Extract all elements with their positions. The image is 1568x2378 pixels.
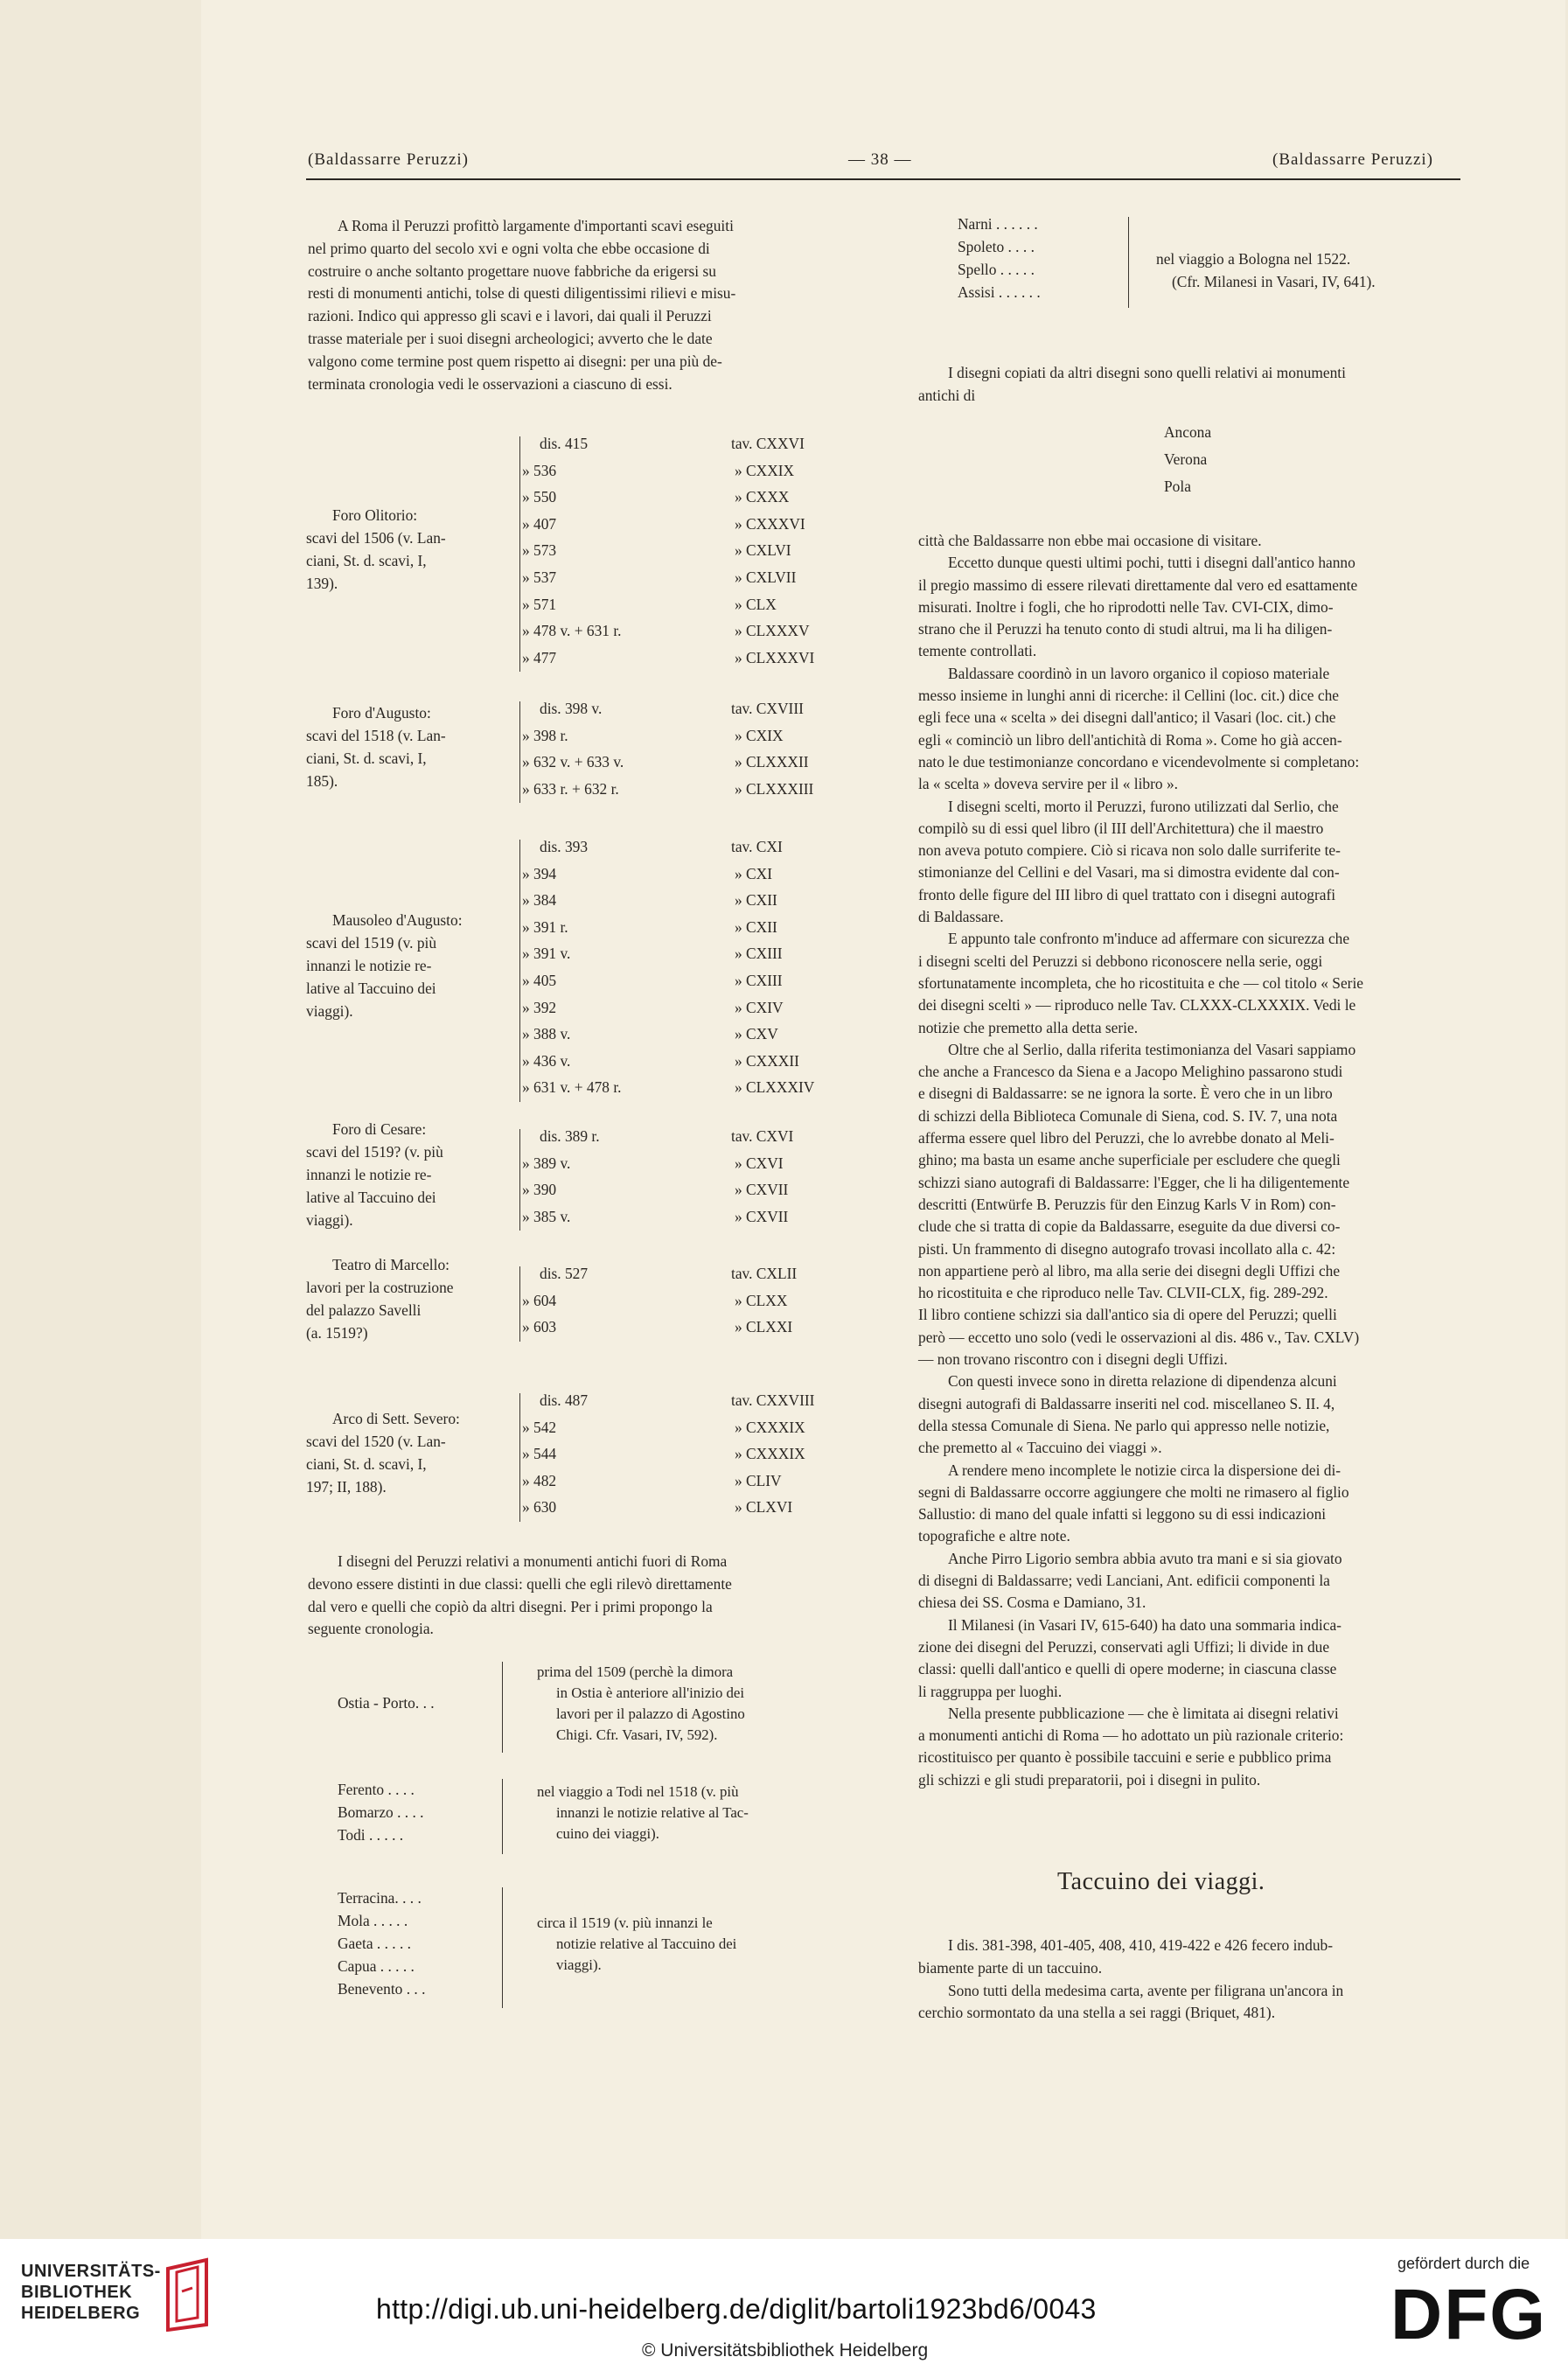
group-label-line: lavori per la costruzione <box>306 1278 454 1296</box>
chronology-brace <box>502 1662 503 1753</box>
text-line: dal vero e quelli che copiò da altri disegni. Per i primi propongo la <box>308 1597 713 1615</box>
left-second-paragraph <box>308 1551 848 1641</box>
body-paragraph <box>918 1614 1460 1703</box>
text-line: chiesa dei SS. Cosma e Damiano, 31. <box>918 1593 1146 1612</box>
group-label-line: scavi del 1506 (v. Lan- <box>306 528 446 547</box>
text-line: antichi di <box>918 386 976 404</box>
body-paragraph <box>918 928 1460 1038</box>
group-brace <box>519 1129 520 1231</box>
running-head-left: (Baldassarre Peruzzi) <box>308 150 470 169</box>
text-line: seguente cronologia. <box>308 1620 434 1638</box>
text-line: notizie che premetto alla detta serie. <box>918 1018 1139 1036</box>
place-name: Capua . . . . . <box>338 1957 415 1975</box>
text-line: A rendere meno incomplete le notizie circa la dispersione dei di- <box>948 1461 1342 1479</box>
group-label-line: innanzi le notizie re- <box>306 957 432 974</box>
plate-number: » CXLVI <box>735 541 791 560</box>
travel-note-line: (Cfr. Milanesi in Vasari, IV, 641). <box>1172 273 1376 290</box>
section-paragraph <box>918 1935 1460 1980</box>
plate-number: » CXVI <box>735 1154 784 1172</box>
drawing-number: » 573 <box>522 541 557 560</box>
library-name-line1: UNIVERSITÄTS- <box>21 2262 161 2281</box>
group-brace <box>519 1393 520 1522</box>
chronology-note-line: notizie relative al Taccuino dei <box>556 1935 737 1952</box>
group-label-line: lative al Taccuino dei <box>306 1189 436 1207</box>
drawing-number: » 394 <box>522 864 557 882</box>
text-line: egli fece una « scelta » dei disegni dall'antico; il Vasari (loc. cit.) che <box>918 708 1336 727</box>
chronology-note-line: Chigi. Cfr. Vasari, IV, 592). <box>556 1726 718 1743</box>
plate-number: tav. CXVIII <box>731 700 804 717</box>
body-paragraph <box>918 552 1460 662</box>
drawing-number: » 390 <box>522 1181 557 1199</box>
chronology-note-line: viaggi). <box>556 1956 602 1973</box>
place-name: Assisi . . . . . . <box>958 283 1041 301</box>
group-label-line: 197; II, 188). <box>306 1477 387 1496</box>
text-line: egli « cominciò un libro dell'antichità di Roma ». Come ho già accen- <box>918 730 1342 749</box>
group-label-line: Teatro di Marcello: <box>332 1255 449 1273</box>
running-head-right: (Baldassarre Peruzzi) <box>1272 150 1434 169</box>
text-line: segni di Baldassarre occorre aggiungere che molti ne rimasero al figlio <box>918 1482 1349 1501</box>
plate-number: » CXXXII <box>735 1051 799 1070</box>
place-name: Bomarzo . . . . <box>338 1803 424 1821</box>
city-name: Pola <box>1164 478 1191 495</box>
page-number: — 38 — <box>848 150 912 169</box>
group-brace <box>519 436 520 672</box>
group-brace <box>519 840 520 1102</box>
drawing-number: dis. 487 <box>540 1391 589 1409</box>
text-line: costruire o anche soltanto progettare nuove fabbriche da erigersi su <box>308 262 716 280</box>
body-paragraph <box>918 1703 1460 1791</box>
drawing-number: » 632 v. + 633 v. <box>522 753 624 771</box>
plate-number: » CLXVI <box>735 1498 793 1517</box>
group-label-line: Mausoleo d'Augusto: <box>332 911 463 929</box>
text-line: I disegni scelti, morto il Peruzzi, furono utilizzati dal Serlio, che <box>948 797 1339 815</box>
text-line: devono essere distinti in due classi: quelli che egli rilevò direttamente <box>308 1574 732 1593</box>
drawing-number: » 542 <box>522 1418 557 1436</box>
chronology-brace <box>502 1779 503 1854</box>
plate-number: » CXLVII <box>735 568 797 586</box>
place-name: Gaeta . . . . . <box>338 1935 412 1952</box>
library-name-line3: HEIDELBERG <box>21 2304 141 2323</box>
text-line: Anche Pirro Ligorio sembra abbia avuto tra mani e si sia giovato <box>948 1549 1342 1567</box>
text-line: che anche a Francesco da Siena e a Jacopo Melighino passarono studi <box>918 1063 1343 1081</box>
text-line: trasse materiale per i suoi disegni archeologici; avverto che le date <box>308 329 713 347</box>
left-intro-paragraph <box>308 215 848 395</box>
chronology-note-line: innanzi le notizie relative al Tac- <box>556 1804 749 1821</box>
drawing-number: » 392 <box>522 998 557 1016</box>
drawing-number: » 630 <box>522 1498 557 1517</box>
group-label-line: 139). <box>306 574 338 592</box>
text-line: della stessa Comunale di Siena. Ne parlo qui appresso nelle notizie, <box>918 1416 1330 1434</box>
place-name: Mola . . . . . <box>338 1912 408 1929</box>
text-line: I disegni copiati da altri disegni sono quelli relativi ai monumenti <box>948 364 1346 381</box>
group-label-line: ciani, St. d. scavi, I, <box>306 1454 427 1473</box>
drawing-number: » 482 <box>522 1471 557 1489</box>
text-line: valgono come termine post quem rispetto ai disegni: per una più de- <box>308 352 722 370</box>
drawing-number: dis. 389 r. <box>540 1127 600 1145</box>
plate-number: » CLXX <box>735 1291 788 1309</box>
text-line: descritti (Entwürfe B. Peruzzis für den Einzug Karls V in Rom) con- <box>918 1195 1336 1213</box>
text-line: di schizzi della Biblioteca Comunale di Siena, cod. S. IV. 7, una nota <box>918 1106 1338 1125</box>
library-name-line2: BIBLIOTHEK <box>21 2283 133 2302</box>
plate-number: tav. CXXVIII <box>731 1391 815 1409</box>
plate-number: » CXIX <box>735 726 784 744</box>
text-line: ricostituisco per quanto è possibile taccuini e serie e pubblico prima <box>918 1748 1332 1767</box>
text-line: clude che si tratta di copie da Baldassarre, eseguite da due diversi co- <box>918 1217 1341 1236</box>
text-line: però — eccetto uno solo (vedi le osservazioni al dis. 486 v., Tav. CXLV) <box>918 1328 1360 1346</box>
chronology-note-line: nel viaggio a Todi nel 1518 (v. più <box>537 1783 739 1800</box>
body-paragraph <box>918 1548 1460 1614</box>
text-line: di Baldassare. <box>918 908 1004 926</box>
drawing-number: » 384 <box>522 891 557 910</box>
text-line: fronto delle figure del III libro di quel trattato con i disegni autografi <box>918 885 1336 903</box>
dfg-logo: DFG <box>1390 2275 1548 2354</box>
group-label-line: Arco di Sett. Severo: <box>332 1409 460 1427</box>
text-line: messo insieme in lunghi anni di ricerche: il Cellini (loc. cit.) dice che <box>918 687 1340 705</box>
drawing-number: » 391 v. <box>522 945 571 963</box>
place-name: Todi . . . . . <box>338 1826 404 1844</box>
copyright-notice: © Universitätsbibliothek Heidelberg <box>642 2340 929 2361</box>
plate-number: tav. CXXVI <box>731 435 805 452</box>
chronology-note-line: cuino dei viaggi). <box>556 1825 659 1842</box>
body-paragraph <box>918 530 1460 552</box>
text-line: E appunto tale confronto m'induce ad affermare con sicurezza che <box>948 930 1350 948</box>
group-label-line: del palazzo Savelli <box>306 1301 422 1319</box>
plate-number: » CXI <box>735 864 772 882</box>
plate-number: » CXIV <box>735 998 784 1016</box>
city-name: Ancona <box>1164 423 1212 441</box>
group-label-line: ciani, St. d. scavi, I, <box>306 551 427 569</box>
funder-label: gefördert durch die <box>1397 2255 1530 2272</box>
drawing-number: » 633 r. + 632 r. <box>522 779 619 798</box>
document-url-link[interactable]: http://digi.ub.uni-heidelberg.de/diglit/bartoli1923bd6/0043 <box>376 2293 1097 2325</box>
viewer-footer <box>0 2239 1568 2378</box>
text-line: I dis. 381-398, 401-405, 408, 410, 419-422 e 426 fecero indub- <box>948 1936 1334 1954</box>
text-line: ghino; ma basta un esame anche superficiale per escludere che quegli <box>918 1151 1341 1169</box>
group-label-line: innanzi le notizie re- <box>306 1166 432 1184</box>
copied-drawings-intro <box>918 362 1460 408</box>
drawing-number: » 391 r. <box>522 917 568 936</box>
text-line: resti di monumenti antichi, tolse di questi diligentissimi rilievi e misu- <box>308 284 736 303</box>
text-line: compilò su di essi quel libro (il III dell'Architettura) che il maestro <box>918 819 1324 837</box>
text-line: dei disegni scelti » — riproduco nelle Tav. CLXXX-CLXXXIX. Vedi le <box>918 996 1356 1015</box>
place-name: Narni . . . . . . <box>958 215 1038 233</box>
plate-number: » CLXXXV <box>735 622 810 640</box>
group-label-line: Foro di Cesare: <box>332 1120 427 1139</box>
text-line: Nella presente pubblicazione — che è limitata ai disegni relativi <box>948 1704 1339 1722</box>
text-line: non appartiene però al libro, ma alla serie dei disegni degli Uffizi che <box>918 1261 1341 1280</box>
plate-number: » CLX <box>735 595 777 613</box>
drawing-number: » 571 <box>522 595 557 613</box>
drawing-number: dis. 393 <box>540 838 589 855</box>
place-name: Ferento . . . . <box>338 1781 415 1798</box>
text-line: classi: quelli dall'antico e quelli di opere moderne; in ciascuna classe <box>918 1660 1337 1678</box>
drawing-number: » 537 <box>522 568 557 586</box>
drawing-number: » 550 <box>522 488 557 506</box>
drawing-number: dis. 527 <box>540 1265 589 1282</box>
text-line: Sallustio: di mano del quale infatti si leggono su di essi indicazioni <box>918 1505 1327 1524</box>
text-line: schizzi siano autografi di Baldassarre: l'Egger, che li ha diligentemente <box>918 1173 1350 1191</box>
group-label-line: scavi del 1519 (v. più <box>306 934 437 952</box>
text-line: Il libro contiene schizzi sia dall'antico sia di opere del Peruzzi; quelli <box>918 1306 1337 1324</box>
plate-number: » CXV <box>735 1025 778 1043</box>
header-rule <box>306 178 1460 180</box>
plate-number: » CLXXXII <box>735 753 809 771</box>
text-line: di disegni di Baldassarre; vedi Lanciani, Ant. edificii componenti la <box>918 1572 1330 1590</box>
text-line: Oltre che al Serlio, dalla riferita testimonianza del Vasari sappiamo <box>948 1040 1356 1058</box>
drawing-number: » 405 <box>522 972 557 989</box>
chronology-note-line: lavori per il palazzo di Agostino <box>556 1705 745 1722</box>
text-line: gli schizzi e gli studi preparatorii, poi i disegni in pulito. <box>918 1770 1261 1789</box>
chronology-brace <box>502 1887 503 2008</box>
text-line: città che Baldassarre non ebbe mai occasione di visitare. <box>918 532 1262 549</box>
drawing-number: » 604 <box>522 1291 557 1309</box>
group-label-line: scavi del 1519? (v. più <box>306 1143 443 1161</box>
text-line: razioni. Indico qui appresso gli scavi e i lavori, dai quali il Peruzzi <box>308 307 712 325</box>
text-line: non aveva potuto compiere. Ciò si ricava non solo dalle surriferite te- <box>918 841 1341 860</box>
chronology-note-line: circa il 1519 (v. più innanzi le <box>537 1914 713 1931</box>
body-paragraph <box>918 1460 1460 1548</box>
text-line: sfortunatamente incompleta, che ho ricostituita e che — col titolo « Serie <box>918 973 1363 992</box>
group-label-line: 185). <box>306 772 338 791</box>
plate-number: » CXVII <box>735 1181 789 1199</box>
group-label-line: viaggi). <box>306 1211 353 1230</box>
group-label-line: lative al Taccuino dei <box>306 980 436 997</box>
drawing-number: » 603 <box>522 1318 557 1336</box>
plate-number: » CXII <box>735 891 777 910</box>
text-line: misurati. Inoltre i fogli, che ho riprodotti nelle Tav. CVI-CIX, dimo- <box>918 597 1334 616</box>
library-logo-icon <box>163 2256 213 2332</box>
drawing-number: » 536 <box>522 461 557 479</box>
plate-number: » CLIV <box>735 1471 782 1489</box>
plate-number: » CLXXI <box>735 1318 793 1336</box>
plate-number: » CXXXIX <box>735 1445 805 1463</box>
text-line: il pregio massimo di essere rilevati direttamente dal vero ed esattamente <box>918 575 1358 594</box>
text-line: A Roma il Peruzzi profittò largamente d'importanti scavi eseguiti <box>338 217 734 234</box>
plate-number: tav. CXLII <box>731 1265 798 1282</box>
text-line: zione dei disegni del Peruzzi, conservati agli Uffizi; li divide in due <box>918 1637 1330 1656</box>
drawing-number: » 477 <box>522 648 557 666</box>
plate-number: » CXII <box>735 917 777 936</box>
chronology-note-line: in Ostia è anteriore all'inizio dei <box>556 1684 745 1701</box>
place-name: Benevento . . . <box>338 1980 426 1998</box>
drawing-number: » 388 v. <box>522 1025 571 1043</box>
plate-number: » CXXXIX <box>735 1418 805 1436</box>
city-name: Verona <box>1164 450 1208 468</box>
place-name: Spoleto . . . . <box>958 238 1035 255</box>
text-line: ho ricostituita e che riproduco nelle Tav. CLVII-CLX, fig. 289-292. <box>918 1284 1328 1302</box>
text-line: e disegni di Baldassarre: se ne ignora la sorte. È vero che in un libro <box>918 1084 1333 1103</box>
text-line: Baldassare coordinò in un lavoro organico il copioso materiale <box>948 664 1330 682</box>
drawing-number: » 631 v. + 478 r. <box>522 1078 622 1097</box>
body-paragraph <box>918 663 1460 796</box>
drawing-number: dis. 398 v. <box>540 700 603 717</box>
group-brace <box>519 701 520 803</box>
drawing-number: » 385 v. <box>522 1207 571 1225</box>
plate-number: » CXXXVI <box>735 514 805 533</box>
text-line: cerchio sormontato da una stella a sei raggi (Briquet, 481). <box>918 2004 1276 2022</box>
drawing-number: » 389 v. <box>522 1154 571 1172</box>
text-line: nato le due testimonianze concordano e vicendevolmente si completano: <box>918 752 1360 771</box>
plate-number: tav. CXVI <box>731 1127 794 1145</box>
text-line: Sono tutti della medesima carta, avente per filigrana un'ancora in <box>948 1981 1344 1999</box>
plate-number: » CXXIX <box>735 461 795 479</box>
drawing-number: » 436 v. <box>522 1051 571 1070</box>
text-line: i disegni scelti del Peruzzi si debbono riconoscere nella serie, oggi <box>918 952 1323 970</box>
text-line: topografiche e altre note. <box>918 1527 1070 1545</box>
text-line: che premetto al « Taccuino dei viaggi ». <box>918 1439 1162 1457</box>
text-line: temente controllati. <box>918 642 1037 660</box>
text-line: afferma essere quel libro del Peruzzi, che lo avrebbe donato al Meli- <box>918 1129 1335 1147</box>
drawing-number: » 407 <box>522 514 557 533</box>
text-line: disegni autografi di Baldassarre inseriti nel cod. miscellaneo S. II. 4, <box>918 1394 1335 1412</box>
plate-number: » CXXX <box>735 488 790 506</box>
text-line: biamente parte di un taccuino. <box>918 1958 1103 1977</box>
text-line: Eccetto dunque questi ultimi pochi, tutti i disegni dall'antico hanno <box>948 554 1355 572</box>
text-line: I disegni del Peruzzi relativi a monumenti antichi fuori di Roma <box>338 1552 728 1570</box>
drawing-number: dis. 415 <box>540 435 589 452</box>
place-name: Ostia - Porto. . . <box>338 1694 435 1712</box>
drawing-number: » 478 v. + 631 r. <box>522 622 622 640</box>
section-paragraph <box>918 1980 1460 2026</box>
text-line: la « scelta » doveva servire per il « libro ». <box>918 775 1178 793</box>
plate-number: » CLXXXIII <box>735 779 814 798</box>
drawing-number: » 544 <box>522 1445 557 1463</box>
place-name: Terracina. . . . <box>338 1889 422 1907</box>
plate-number: tav. CXI <box>731 838 783 855</box>
text-line: strano che il Peruzzi ha tenuto conto di studi altrui, ma li ha diligen- <box>918 620 1333 638</box>
text-line: nel primo quarto del secolo xvi e ogni volta che ebbe occasione di <box>308 239 710 257</box>
plate-number: » CLXXXIV <box>735 1078 815 1097</box>
drawing-number: » 398 r. <box>522 726 568 744</box>
plate-number: » CXIII <box>735 972 783 989</box>
text-line: Con questi invece sono in diretta relazione di dipendenza alcuni <box>948 1372 1337 1391</box>
group-label-line: viaggi). <box>306 1002 353 1020</box>
group-label-line: ciani, St. d. scavi, I, <box>306 750 427 768</box>
plate-number: » CXIII <box>735 945 783 963</box>
group-label-line: scavi del 1520 (v. Lan- <box>306 1432 446 1450</box>
group-label-line: (a. 1519?) <box>306 1323 368 1342</box>
group-label-line: Foro d'Augusto: <box>332 704 431 722</box>
plate-number: » CLXXXVI <box>735 648 815 666</box>
place-name: Spello . . . . . <box>958 261 1035 278</box>
text-line: Il Milanesi (in Vasari IV, 615-640) ha dato una sommaria indica- <box>948 1615 1342 1634</box>
text-line: terminata cronologia vedi le osservazioni a ciascuno di essi. <box>308 374 672 393</box>
group-label-line: scavi del 1518 (v. Lan- <box>306 727 446 745</box>
travel-note-line: nel viaggio a Bologna nel 1522. <box>1156 250 1351 268</box>
body-paragraph <box>918 796 1460 929</box>
group-brace <box>519 1266 520 1342</box>
section-title: Taccuino dei viaggi. <box>1057 1868 1265 1895</box>
body-paragraph <box>918 1039 1460 1370</box>
travel-brace <box>1128 217 1129 308</box>
chronology-note-line: prima del 1509 (perchè la dimora <box>537 1663 734 1680</box>
body-paragraph <box>918 1370 1460 1459</box>
text-line: stimonianze del Cellini e del Vasari, ma si dimostra evidente dal con- <box>918 863 1340 882</box>
text-line: a monumenti antichi di Roma — ho adottato un più razionale criterio: <box>918 1726 1344 1745</box>
text-line: pisti. Un frammento di disegno autografo trovasi incollato alla c. 42: <box>918 1239 1336 1258</box>
text-line: — non trovano riscontro con i disegni degli Uffizi. <box>918 1350 1228 1369</box>
group-label-line: Foro Olitorio: <box>332 506 418 524</box>
text-line: li raggruppa per luoghi. <box>918 1682 1063 1700</box>
plate-number: » CXVII <box>735 1207 789 1225</box>
